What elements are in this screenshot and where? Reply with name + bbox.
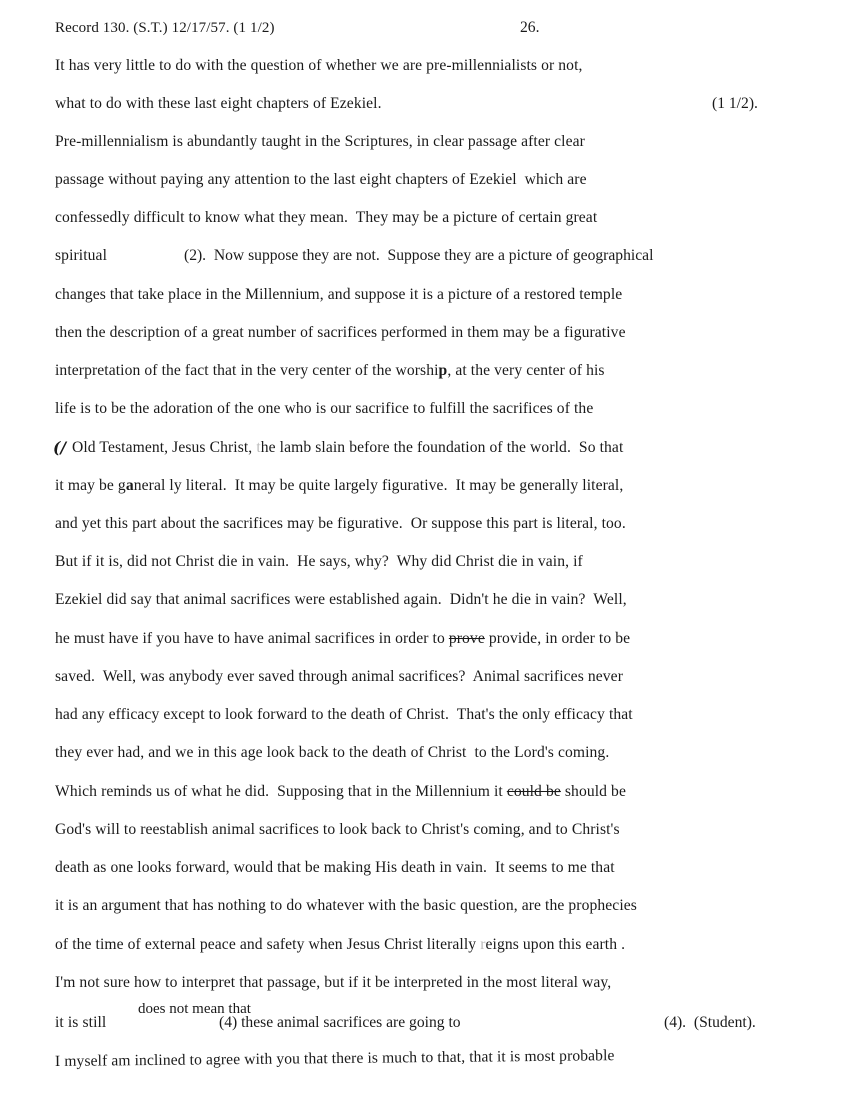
text-segment: Which reminds us of what he did. Supposing that in the Millennium it [55, 783, 507, 800]
text-segment: should be [560, 783, 626, 800]
struck-word: could be [506, 783, 561, 800]
struck-word: prove [448, 630, 485, 647]
text-line: it is an argument that has nothing to do whatever with the basic question, are the prophecies [55, 897, 637, 914]
text-line: it is still [55, 1014, 107, 1031]
text-line: God's will to reestablish animal sacrifices to look back to Christ's coming, and to Christ's [55, 821, 620, 838]
text-line [55, 782, 626, 802]
text-segment: , at the very center of his [447, 362, 605, 379]
text-line [55, 476, 623, 496]
page-number: 26. [520, 19, 540, 36]
text-segment: he must have if you have to have animal sacrifices in order to [55, 630, 449, 647]
margin-mark: (/ [53, 438, 67, 457]
text-segment: provide, in order to be [484, 630, 631, 647]
text-line [55, 629, 630, 649]
text-line [55, 935, 625, 955]
text-line: I'm not sure how to interpret that passage, but if it be interpreted in the most literal way, [55, 974, 612, 991]
text-line: passage without paying any attention to the last eight chapters of Ezekiel which are [55, 171, 587, 188]
text-segment: it may be g [55, 477, 126, 494]
text-segment: interpretation of the fact that in the very center of the worshi [55, 362, 439, 379]
text-line: It has very little to do with the question of whether we are pre-millennialists or not, [55, 57, 583, 74]
handwritten-insertion: does not mean that [138, 1001, 251, 1017]
tape-marker: (4). (Student). [664, 1014, 756, 1031]
text-line: life is to be the adoration of the one who is our sacrifice to fulfill the sacrifices of the [55, 400, 594, 417]
text-segment: t [256, 439, 261, 456]
text-line: Pre-millennialism is abundantly taught in the Scriptures, in clear passage after clear [55, 133, 585, 150]
text-segment: r [480, 936, 486, 953]
text-line: they ever had, and we in this age look back to the death of Christ to the Lord's coming. [55, 744, 610, 761]
text-segment: a [125, 477, 134, 494]
text-line-continuation: (4) these animal sacrifices are going to [219, 1014, 461, 1031]
text-segment: neral ly literal. It may be quite largely figurative. It may be generally literal, [133, 477, 624, 494]
text-line: changes that take place in the Millennium, and suppose it is a picture of a restored temple [55, 286, 623, 303]
text-line: and yet this part about the sacrifices may be figurative. Or suppose this part is literal, too. [55, 515, 626, 532]
text-segment: Old Testament, Jesus Christ, [72, 439, 257, 456]
text-line: what to do with these last eight chapters of Ezekiel. [55, 95, 382, 112]
text-segment: of the time of external peace and safety when Jesus Christ literally [55, 936, 481, 953]
text-line: then the description of a great number of sacrifices performed in them may be a figurative [55, 324, 626, 341]
text-line: had any efficacy except to look forward to the death of Christ. That's the only efficacy that [55, 706, 633, 723]
text-line: I myself am inclined to agree with you that there is much to that, that it is most probable [54, 1047, 615, 1070]
text-segment: p [438, 362, 448, 379]
text-line: Ezekiel did say that animal sacrifices were established again. Didn't he die in vain? Well, [55, 591, 627, 608]
text-line: But if it is, did not Christ die in vain. He says, why? Why did Christ die in vain, if [55, 553, 583, 570]
text-segment: he lamb slain before the foundation of the world. So that [260, 439, 624, 456]
text-segment: eigns upon this earth . [485, 936, 626, 953]
text-line-continuation: (2). Now suppose they are not. Suppose they are a picture of geographical [184, 247, 654, 264]
tape-marker: (1 1/2). [712, 95, 758, 112]
text-line: saved. Well, was anybody ever saved through animal sacrifices? Animal sacrifices never [55, 668, 623, 685]
text-line: spiritual [55, 247, 108, 264]
record-header: Record 130. (S.T.) 12/17/57. (1 1/2) [55, 20, 275, 36]
text-line: death as one looks forward, would that be making His death in vain. It seems to me that [55, 859, 615, 876]
text-line: confessedly difficult to know what they mean. They may be a picture of certain great [55, 209, 598, 226]
text-line [72, 438, 623, 458]
text-line [55, 361, 605, 381]
